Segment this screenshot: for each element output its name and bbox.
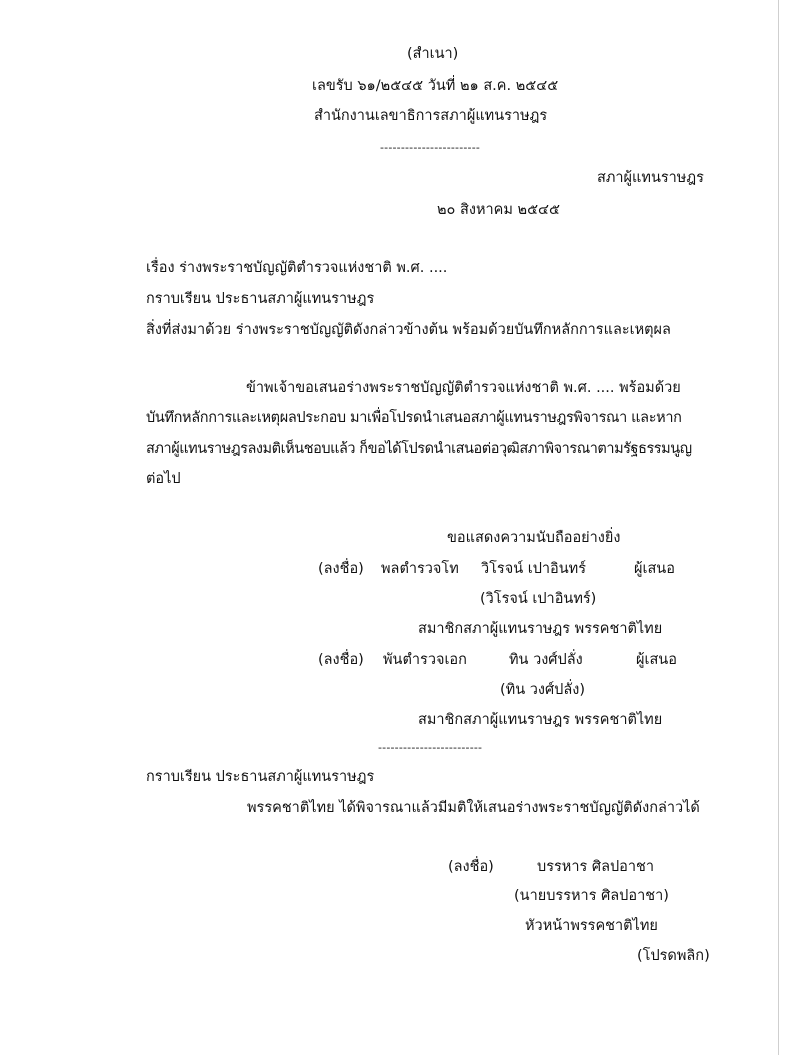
header-divider: ------------------------ <box>380 141 481 154</box>
signer-2-role: ผู้เสนอ <box>636 652 677 668</box>
body-line-2: บันทึกหลักการและเหตุผลประกอบ มาเพื่อโปรดนำเสนอสภาผู้แทนราษฎรพิจารณา และหาก <box>146 410 682 426</box>
turn-page-note: (โปรดพลิก) <box>637 948 710 964</box>
signer-1-position: สมาชิกสภาผู้แทนราษฎร พรรคชาติไทย <box>418 621 663 637</box>
signer-2-position: สมาชิกสภาผู้แทนราษฎร พรรคชาติไทย <box>418 712 663 728</box>
signer-2-rank: พันตำรวจเอก <box>383 652 467 668</box>
signer-2-name: ทิน วงศ์ปลั่ง <box>509 652 583 668</box>
body-line-1: ข้าพเจ้าขอเสนอร่างพระราชบัญญัติตำรวจแห่งชาติ พ.ศ. .... พร้อมด้วย <box>246 380 681 396</box>
sender-name: สภาผู้แทนราษฎร <box>597 170 704 186</box>
endorsement-salutation: กราบเรียน ประธานสภาผู้แทนราษฎร <box>146 769 375 785</box>
enclosure-line: สิ่งที่ส่งมาด้วย ร่างพระราชบัญญัติดังกล่าวข้างต้น พร้อมด้วยบันทึกหลักการและเหตุผล <box>146 322 671 338</box>
salutation-line: กราบเรียน ประธานสภาผู้แทนราษฎร <box>146 291 375 307</box>
signer-1-name-paren: (วิโรจน์ เปาอินทร์) <box>480 591 597 607</box>
endorsement-signer-position: หัวหน้าพรรคชาติไทย <box>525 918 658 934</box>
body-line-4: ต่อไป <box>146 471 181 487</box>
signer-2-sign-label: (ลงชื่อ) <box>318 652 364 668</box>
office-name: สำนักงานเลขาธิการสภาผู้แทนราษฎร <box>314 108 548 124</box>
endorsement-sign-label: (ลงชื่อ) <box>448 859 494 875</box>
receipt-line: เลขรับ ๖๑/๒๕๔๕ วันที่ ๒๑ ส.ค. ๒๕๔๕ <box>312 78 559 94</box>
letter-date: ๒๐ สิงหาคม ๒๕๔๕ <box>437 202 560 218</box>
subject-line: เรื่อง ร่างพระราชบัญญัติตำรวจแห่งชาติ พ.ศ. .... <box>146 260 448 276</box>
copy-label: (สำเนา) <box>407 46 459 62</box>
body-line-3: สภาผู้แทนราษฎรลงมติเห็นชอบแล้ว ก็ขอได้โปรดนำเสนอต่อวุฒิสภาพิจารณาตามรัฐธรรมนูญ <box>146 441 692 457</box>
endorsement-signer-name-paren: (นายบรรหาร ศิลปอาชา) <box>514 888 669 904</box>
signer-1-rank: พลตำรวจโท <box>381 561 459 577</box>
scan-edge-line <box>778 0 779 1055</box>
signer-1-role: ผู้เสนอ <box>634 561 675 577</box>
signer-1-name: วิโรจน์ เปาอินทร์ <box>481 561 587 577</box>
endorsement-text: พรรคชาติไทย ได้พิจารณาแล้วมีมติให้เสนอร่างพระราชบัญญัติดังกล่าวได้ <box>247 800 700 816</box>
endorsement-signer-name: บรรหาร ศิลปอาชา <box>537 859 655 875</box>
section-divider: ------------------------- <box>378 741 483 754</box>
signer-1-sign-label: (ลงชื่อ) <box>318 561 364 577</box>
signer-2-name-paren: (ทิน วงศ์ปลั่ง) <box>500 682 585 698</box>
closing-line: ขอแสดงความนับถืออย่างยิ่ง <box>447 530 621 546</box>
